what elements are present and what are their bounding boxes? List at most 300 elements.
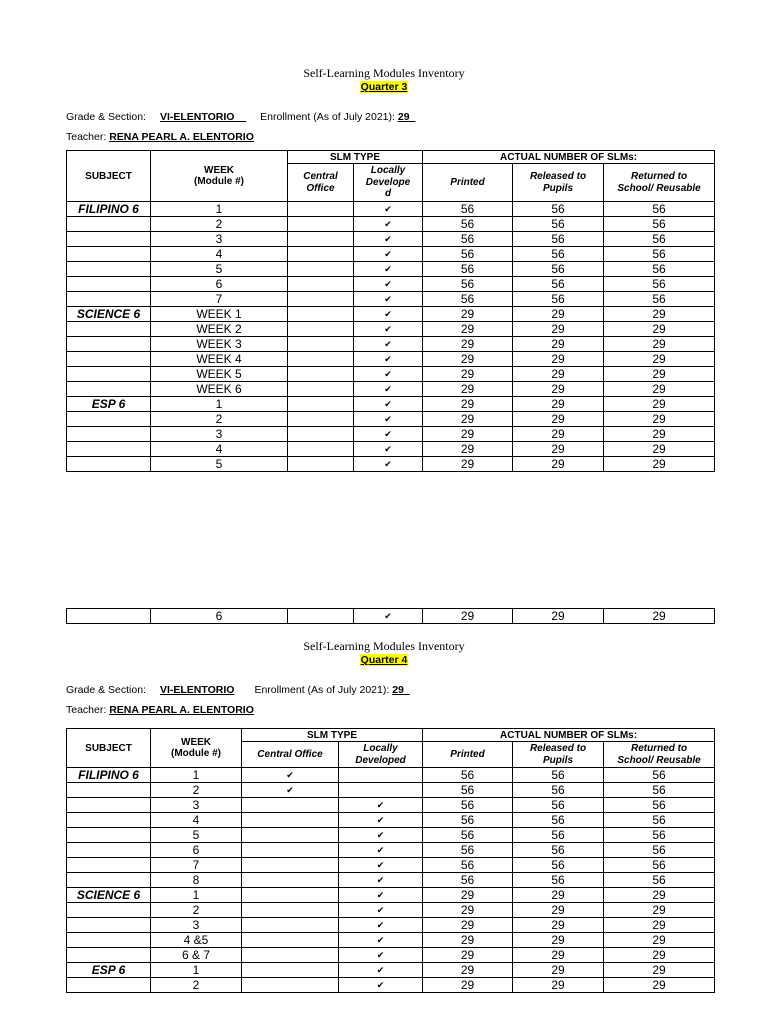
returned-cell: 56	[604, 783, 715, 798]
printed-cell: 29	[423, 307, 513, 322]
week-cell: 2	[151, 217, 288, 232]
released-header: Released to Pupils	[513, 164, 604, 202]
released-cell: 56	[513, 247, 604, 262]
printed-cell: 29	[423, 397, 513, 412]
released-cell: 56	[513, 277, 604, 292]
locally-developed-cell	[354, 367, 423, 382]
week-cell: 5	[151, 828, 242, 843]
central-office-cell	[288, 457, 354, 472]
week-cell: 1	[151, 397, 288, 412]
central-office-cell	[288, 232, 354, 247]
q4-quarter-label: Quarter 4	[360, 654, 408, 666]
table-row	[67, 978, 715, 993]
week-cell: 5	[151, 262, 288, 277]
table-row	[67, 858, 715, 873]
released-cell: 56	[513, 232, 604, 247]
week-cell: 4	[151, 813, 242, 828]
locally-developed-cell	[354, 352, 423, 367]
table-row	[67, 262, 715, 277]
locally-developed-cell	[339, 933, 423, 948]
check-icon: ✔	[376, 964, 385, 975]
central-office-cell	[242, 798, 339, 813]
central-office-cell	[288, 337, 354, 352]
week-cell: 5	[151, 457, 288, 472]
released-cell: 29	[513, 918, 604, 933]
locally-developed-cell	[354, 397, 423, 412]
printed-cell: 56	[423, 813, 513, 828]
week-cell: 6	[151, 843, 242, 858]
printed-cell: 29	[423, 427, 513, 442]
locally-developed-cell	[354, 382, 423, 397]
week-cell: 3	[151, 918, 242, 933]
table-row	[67, 277, 715, 292]
released-cell: 56	[513, 828, 604, 843]
central-office-cell	[242, 858, 339, 873]
released-cell: 29	[513, 382, 604, 397]
returned-cell: 56	[604, 232, 715, 247]
returned-cell: 56	[604, 247, 715, 262]
central-office-cell	[288, 382, 354, 397]
table-row	[67, 843, 715, 858]
central-office-cell	[242, 843, 339, 858]
week-header: WEEK (Module #)	[151, 151, 288, 202]
printed-cell: 56	[423, 202, 513, 217]
central-office-cell	[242, 978, 339, 993]
returned-cell: 29	[604, 903, 715, 918]
central-office-cell	[242, 948, 339, 963]
subject-cell	[67, 813, 151, 828]
central-office-cell	[242, 828, 339, 843]
check-icon: ✔	[384, 443, 392, 454]
central-office-cell	[242, 873, 339, 888]
subject-cell	[67, 337, 151, 352]
week-cell: 6 & 7	[151, 948, 242, 963]
week-cell: 8	[151, 873, 242, 888]
released-cell: 29	[513, 337, 604, 352]
check-icon: ✔	[384, 323, 392, 334]
week-cell: WEEK 4	[151, 352, 288, 367]
printed-cell: 29	[423, 367, 513, 382]
released-cell: 56	[513, 858, 604, 873]
locally-developed-header: Locally Developed	[339, 742, 423, 768]
locally-developed-cell	[339, 918, 423, 933]
week-cell: 4	[151, 247, 288, 262]
subject-cell	[67, 457, 151, 472]
printed-cell: 29	[423, 337, 513, 352]
check-icon: ✔	[376, 949, 385, 960]
actual-number-header: ACTUAL NUMBER OF SLMs:	[423, 151, 715, 164]
table-row	[67, 337, 715, 352]
returned-cell: 56	[604, 858, 715, 873]
check-icon: ✔	[384, 353, 392, 364]
subject-cell	[67, 352, 151, 367]
returned-cell: 29	[604, 322, 715, 337]
printed-cell: 29	[423, 382, 513, 397]
check-icon: ✔	[384, 458, 392, 469]
returned-cell: 29	[604, 337, 715, 352]
released-cell: 56	[513, 798, 604, 813]
central-office-cell	[288, 292, 354, 307]
check-icon: ✔	[384, 398, 392, 409]
week-cell: 3	[151, 798, 242, 813]
week-cell: 1	[151, 202, 288, 217]
printed-cell: 29	[423, 352, 513, 367]
returned-cell: 29	[604, 382, 715, 397]
returned-header: Returned to School/ Reusable	[604, 742, 715, 768]
released-cell: 56	[513, 292, 604, 307]
check-icon: ✔	[384, 428, 392, 439]
table-row	[67, 888, 715, 903]
released-cell: 29	[513, 457, 604, 472]
printed-cell: 29	[423, 918, 513, 933]
check-icon: ✔	[384, 610, 392, 621]
returned-cell: 56	[604, 873, 715, 888]
week-cell: 2	[151, 903, 242, 918]
q3-teacher-line: Teacher: RENA PEARL A. ELENTORIO	[66, 131, 254, 143]
locally-developed-cell	[354, 202, 423, 217]
locally-developed-cell	[339, 798, 423, 813]
week-cell: 1	[151, 768, 242, 783]
check-icon: ✔	[376, 799, 385, 810]
released-cell: 29	[513, 963, 604, 978]
table-row	[67, 427, 715, 442]
central-office-header: Central Office	[242, 742, 339, 768]
returned-cell: 29	[604, 963, 715, 978]
q3-quarter-label: Quarter 3	[360, 81, 408, 93]
locally-developed-cell	[339, 768, 423, 783]
released-cell: 56	[513, 217, 604, 232]
locally-developed-cell	[354, 337, 423, 352]
central-office-cell	[242, 903, 339, 918]
central-office-cell	[242, 918, 339, 933]
q3-document-title: Self-Learning Modules Inventory	[303, 66, 465, 80]
table-row	[67, 873, 715, 888]
locally-developed-cell	[339, 813, 423, 828]
returned-cell: 56	[604, 262, 715, 277]
central-office-cell	[288, 307, 354, 322]
central-office-cell	[242, 813, 339, 828]
check-icon: ✔	[376, 844, 385, 855]
released-cell: 29	[513, 609, 604, 624]
locally-developed-cell	[339, 783, 423, 798]
printed-header: Printed	[423, 742, 513, 768]
table-row	[67, 397, 715, 412]
q4-teacher-line: Teacher: RENA PEARL A. ELENTORIO	[66, 704, 254, 716]
returned-cell: 56	[604, 217, 715, 232]
locally-developed-cell	[354, 232, 423, 247]
returned-cell: 29	[604, 457, 715, 472]
locally-developed-cell	[354, 412, 423, 427]
printed-cell: 56	[423, 247, 513, 262]
check-icon: ✔	[384, 368, 392, 379]
locally-developed-cell	[354, 247, 423, 262]
table-row	[67, 412, 715, 427]
table-row	[67, 948, 715, 963]
returned-cell: 29	[604, 427, 715, 442]
printed-cell: 56	[423, 262, 513, 277]
locally-developed-cell	[339, 963, 423, 978]
table-row	[67, 798, 715, 813]
returned-cell: 56	[604, 277, 715, 292]
check-icon: ✔	[384, 338, 392, 349]
table-row	[67, 382, 715, 397]
printed-cell: 29	[423, 888, 513, 903]
check-icon: ✔	[384, 263, 392, 274]
locally-developed-cell	[354, 457, 423, 472]
table-row	[67, 217, 715, 232]
returned-cell: 56	[604, 202, 715, 217]
table-row	[67, 367, 715, 382]
released-header: Released to Pupils	[513, 742, 604, 768]
subject-cell	[67, 322, 151, 337]
subject-cell	[67, 843, 151, 858]
week-cell: 1	[151, 963, 242, 978]
check-icon: ✔	[376, 919, 385, 930]
check-icon: ✔	[384, 203, 392, 214]
printed-cell: 56	[423, 828, 513, 843]
returned-cell: 29	[604, 307, 715, 322]
returned-cell: 29	[604, 933, 715, 948]
check-icon: ✔	[376, 904, 385, 915]
printed-cell: 56	[423, 783, 513, 798]
check-icon: ✔	[384, 233, 392, 244]
returned-header: Returned to School/ Reusable	[604, 164, 715, 202]
printed-cell: 29	[423, 963, 513, 978]
released-cell: 29	[513, 933, 604, 948]
table-row	[67, 457, 715, 472]
released-cell: 29	[513, 442, 604, 457]
central-office-cell	[288, 322, 354, 337]
table-row	[67, 442, 715, 457]
printed-cell: 56	[423, 277, 513, 292]
check-icon: ✔	[376, 859, 385, 870]
table-row	[67, 352, 715, 367]
locally-developed-cell	[354, 442, 423, 457]
locally-developed-cell	[354, 307, 423, 322]
printed-cell: 29	[423, 948, 513, 963]
locally-developed-cell	[354, 322, 423, 337]
central-office-cell	[288, 412, 354, 427]
subject-cell	[67, 783, 151, 798]
week-cell: WEEK 1	[151, 307, 288, 322]
printed-cell: 29	[423, 978, 513, 993]
subject-cell	[67, 918, 151, 933]
locally-developed-cell	[339, 888, 423, 903]
locally-developed-cell	[354, 427, 423, 442]
check-icon: ✔	[384, 278, 392, 289]
printed-cell: 56	[423, 292, 513, 307]
returned-cell: 29	[604, 948, 715, 963]
released-cell: 29	[513, 903, 604, 918]
central-office-cell	[242, 963, 339, 978]
week-cell: 2	[151, 412, 288, 427]
returned-cell: 56	[604, 828, 715, 843]
check-icon: ✔	[286, 769, 294, 780]
central-office-cell	[242, 783, 339, 798]
subject-cell: FILIPINO 6	[67, 202, 151, 217]
locally-developed-cell	[354, 217, 423, 232]
central-office-cell	[288, 352, 354, 367]
subject-header: SUBJECT	[67, 151, 151, 202]
printed-cell: 56	[423, 843, 513, 858]
week-cell: 4 &5	[151, 933, 242, 948]
returned-cell: 56	[604, 798, 715, 813]
released-cell: 56	[513, 768, 604, 783]
central-office-cell	[288, 262, 354, 277]
q3-grade-section-line: Grade & Section: VI-ELENTORIO Enrollment (As of July 2021): 29	[66, 111, 410, 123]
table-row	[67, 232, 715, 247]
table-row	[67, 783, 715, 798]
released-cell: 56	[513, 843, 604, 858]
central-office-cell	[288, 442, 354, 457]
locally-developed-cell	[354, 292, 423, 307]
subject-cell	[67, 277, 151, 292]
returned-cell: 29	[604, 918, 715, 933]
locally-developed-cell	[339, 843, 423, 858]
table-row	[67, 202, 715, 217]
printed-cell: 56	[423, 798, 513, 813]
printed-cell: 29	[423, 933, 513, 948]
check-icon: ✔	[376, 979, 385, 990]
slm-type-header: SLM TYPE	[242, 729, 423, 742]
table-row	[67, 609, 715, 624]
check-icon: ✔	[376, 829, 385, 840]
released-cell: 56	[513, 783, 604, 798]
subject-cell	[67, 442, 151, 457]
released-cell: 29	[513, 948, 604, 963]
released-cell: 56	[513, 813, 604, 828]
q3-inventory-table	[66, 150, 715, 472]
locally-developed-cell	[339, 948, 423, 963]
printed-cell: 56	[423, 858, 513, 873]
check-icon: ✔	[376, 934, 385, 945]
table-row	[67, 247, 715, 262]
table-row	[67, 322, 715, 337]
returned-cell: 29	[604, 412, 715, 427]
central-office-cell	[288, 609, 354, 624]
week-cell: 3	[151, 427, 288, 442]
table-row	[67, 933, 715, 948]
returned-cell: 29	[604, 978, 715, 993]
returned-cell: 56	[604, 768, 715, 783]
check-icon: ✔	[384, 413, 392, 424]
week-cell: 2	[151, 978, 242, 993]
printed-cell: 29	[423, 457, 513, 472]
locally-developed-cell	[339, 828, 423, 843]
subject-cell	[67, 427, 151, 442]
returned-cell: 56	[604, 843, 715, 858]
subject-header: SUBJECT	[67, 729, 151, 768]
subject-cell	[67, 978, 151, 993]
week-cell: WEEK 3	[151, 337, 288, 352]
table-row	[67, 292, 715, 307]
check-icon: ✔	[384, 248, 392, 259]
subject-cell: ESP 6	[67, 397, 151, 412]
subject-cell	[67, 367, 151, 382]
table-row	[67, 918, 715, 933]
check-icon: ✔	[384, 293, 392, 304]
table-row	[67, 963, 715, 978]
released-cell: 29	[513, 352, 604, 367]
slm-type-header: SLM TYPE	[288, 151, 423, 164]
central-office-cell	[288, 427, 354, 442]
week-cell: WEEK 5	[151, 367, 288, 382]
subject-cell	[67, 292, 151, 307]
returned-cell: 29	[604, 609, 715, 624]
returned-cell: 29	[604, 888, 715, 903]
released-cell: 29	[513, 427, 604, 442]
central-office-cell	[288, 277, 354, 292]
subject-cell	[67, 247, 151, 262]
subject-cell	[67, 903, 151, 918]
check-icon: ✔	[376, 874, 385, 885]
subject-cell	[67, 948, 151, 963]
locally-developed-cell	[339, 873, 423, 888]
printed-cell: 56	[423, 217, 513, 232]
check-icon: ✔	[376, 889, 385, 900]
returned-cell: 29	[604, 442, 715, 457]
central-office-cell	[242, 768, 339, 783]
released-cell: 29	[513, 367, 604, 382]
q4-grade-section-line: Grade & Section: VI-ELENTORIO Enrollment (As of July 2021): 29	[66, 684, 404, 696]
locally-developed-cell	[339, 978, 423, 993]
check-icon: ✔	[286, 784, 294, 795]
q4-inventory-table	[66, 728, 715, 993]
printed-cell: 29	[423, 322, 513, 337]
subject-cell: SCIENCE 6	[67, 307, 151, 322]
printed-cell: 29	[423, 903, 513, 918]
subject-cell	[67, 933, 151, 948]
locally-developed-cell	[354, 609, 423, 624]
printed-header: Printed	[423, 164, 513, 202]
week-cell: 4	[151, 442, 288, 457]
check-icon: ✔	[384, 308, 392, 319]
check-icon: ✔	[376, 814, 385, 825]
week-cell: 7	[151, 858, 242, 873]
subject-cell	[67, 798, 151, 813]
week-cell: 6	[151, 609, 288, 624]
central-office-cell	[288, 397, 354, 412]
released-cell: 29	[513, 307, 604, 322]
printed-cell: 56	[423, 232, 513, 247]
table-row	[67, 307, 715, 322]
central-office-cell	[288, 367, 354, 382]
locally-developed-cell	[354, 262, 423, 277]
central-office-cell	[242, 933, 339, 948]
table-row	[67, 903, 715, 918]
central-office-header: Central Office	[288, 164, 354, 202]
returned-cell: 56	[604, 292, 715, 307]
subject-cell	[67, 609, 151, 624]
subject-cell	[67, 217, 151, 232]
subject-cell	[67, 232, 151, 247]
returned-cell: 29	[604, 367, 715, 382]
printed-cell: 56	[423, 768, 513, 783]
subject-cell	[67, 262, 151, 277]
central-office-cell	[288, 247, 354, 262]
week-cell: 6	[151, 277, 288, 292]
q4-document-title: Self-Learning Modules Inventory	[303, 639, 465, 653]
table-row	[67, 813, 715, 828]
released-cell: 56	[513, 202, 604, 217]
week-cell: 2	[151, 783, 242, 798]
week-cell: WEEK 2	[151, 322, 288, 337]
released-cell: 29	[513, 888, 604, 903]
week-header: WEEK (Module #)	[151, 729, 242, 768]
week-cell: 1	[151, 888, 242, 903]
released-cell: 29	[513, 397, 604, 412]
subject-cell	[67, 873, 151, 888]
